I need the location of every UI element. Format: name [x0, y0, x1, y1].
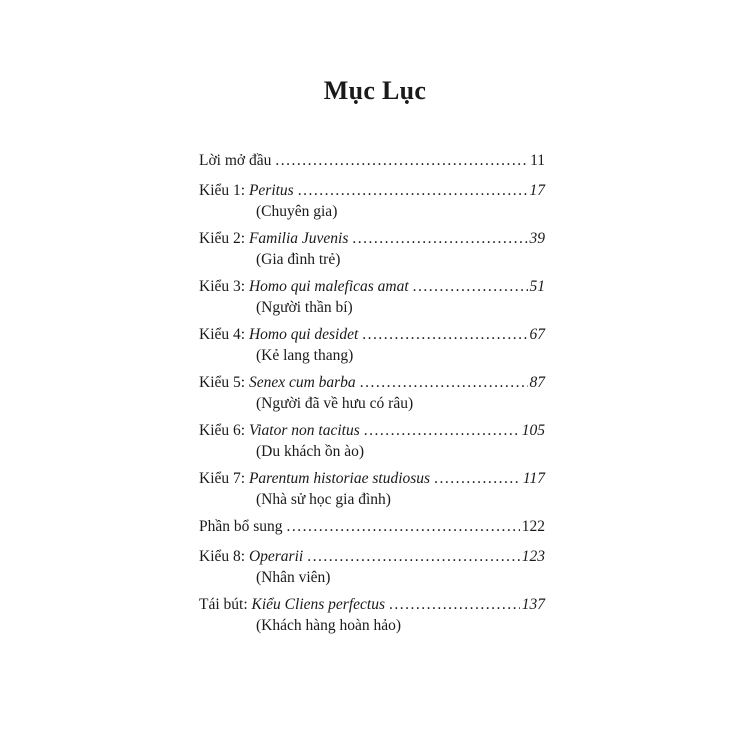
toc-entry-name: Viator non tacitus [248, 422, 360, 439]
toc-entry-name: Kiểu Cliens perfectus [251, 596, 385, 613]
page-number: 51 [529, 278, 545, 295]
toc-entry-name: Peritus [248, 182, 294, 199]
toc-entry-subtitle: (Khách hàng hoàn hảo) [256, 617, 402, 634]
dot-leader [307, 547, 520, 567]
toc-entry-name: Familia Juvenis [248, 230, 349, 247]
toc-entry-label: Kiểu 3: [199, 278, 246, 295]
toc-entry-label: Kiểu 5: [199, 374, 246, 391]
page-number: 137 [521, 596, 545, 613]
page-number: 39 [529, 230, 545, 247]
page-title: Mục Lục [323, 76, 427, 105]
toc-entry [199, 151, 545, 171]
page-number: 117 [522, 470, 545, 487]
toc-entry-line [199, 373, 545, 393]
toc-entry [199, 547, 545, 589]
page-number: 17 [529, 182, 545, 199]
toc-entry-subtitle: (Người đã về hưu có râu) [256, 395, 414, 412]
toc-entry [199, 229, 545, 271]
dot-leader [275, 151, 528, 171]
toc-entry [199, 469, 545, 511]
toc-entry-line [199, 325, 545, 345]
page-number: 105 [521, 422, 545, 439]
toc-entry-name: Homo qui maleficas amat [248, 278, 409, 295]
toc-entry [199, 517, 545, 537]
toc-entry-name: Parentum historiae studiosus [248, 470, 431, 487]
toc-entry-name: Homo qui desidet [248, 326, 359, 343]
toc-entry-line [199, 421, 545, 441]
toc-entry-subtitle: (Kẻ lang thang) [256, 347, 354, 364]
toc-entry-subtitle: (Gia đình trẻ) [256, 251, 341, 268]
toc-entry [199, 373, 545, 415]
dot-leader [352, 229, 527, 249]
page-number: 67 [529, 326, 545, 343]
dot-leader [362, 325, 527, 345]
dot-leader [287, 517, 520, 537]
toc-entry-name: Operarii [248, 548, 304, 565]
toc-entry-label: Tái bút: [199, 596, 248, 613]
toc-entry-label: Kiểu 7: [199, 470, 246, 487]
dot-leader [434, 469, 521, 489]
toc-entry [199, 181, 545, 223]
toc-entry-line [199, 547, 545, 567]
page-number: 87 [529, 374, 545, 391]
toc-entry-line [199, 595, 545, 615]
toc-entry [199, 325, 545, 367]
toc-entry-subtitle: (Du khách ồn ào) [256, 443, 365, 460]
toc-entry-label: Phần bổ sung [199, 518, 283, 535]
page-number: 11 [530, 152, 545, 169]
toc-entry-label: Kiểu 4: [199, 326, 246, 343]
toc-entry [199, 277, 545, 319]
toc-entry-label: Lời mở đầu [199, 152, 272, 169]
toc-entry-line [199, 517, 545, 537]
toc-entry [199, 421, 545, 463]
dot-leader [389, 595, 520, 615]
toc-entry-name: Senex cum barba [248, 374, 356, 391]
toc-entry-subtitle: (Nhà sử học gia đình) [256, 491, 391, 508]
dot-leader [364, 421, 520, 441]
toc-entry-subtitle: (Chuyên gia) [256, 203, 338, 220]
toc-entry-label: Kiểu 6: [199, 422, 246, 439]
toc-entry-label: Kiểu 8: [199, 548, 246, 565]
page-number: 123 [521, 548, 545, 565]
dot-leader [360, 373, 528, 393]
toc-entry [199, 595, 545, 637]
toc-entry-label: Kiểu 2: [199, 230, 246, 247]
page-number: 122 [521, 518, 545, 535]
toc-entry-line [199, 277, 545, 297]
toc-entry-subtitle: (Nhân viên) [256, 569, 331, 586]
toc-entry-label: Kiểu 1: [199, 182, 246, 199]
dot-leader [298, 181, 528, 201]
toc-entry-subtitle: (Người thần bí) [256, 299, 353, 316]
dot-leader [413, 277, 528, 297]
toc-entry-line [199, 469, 545, 489]
toc-entry-line [199, 229, 545, 249]
toc-entry-line [199, 151, 545, 171]
toc-entry-line [199, 181, 545, 201]
